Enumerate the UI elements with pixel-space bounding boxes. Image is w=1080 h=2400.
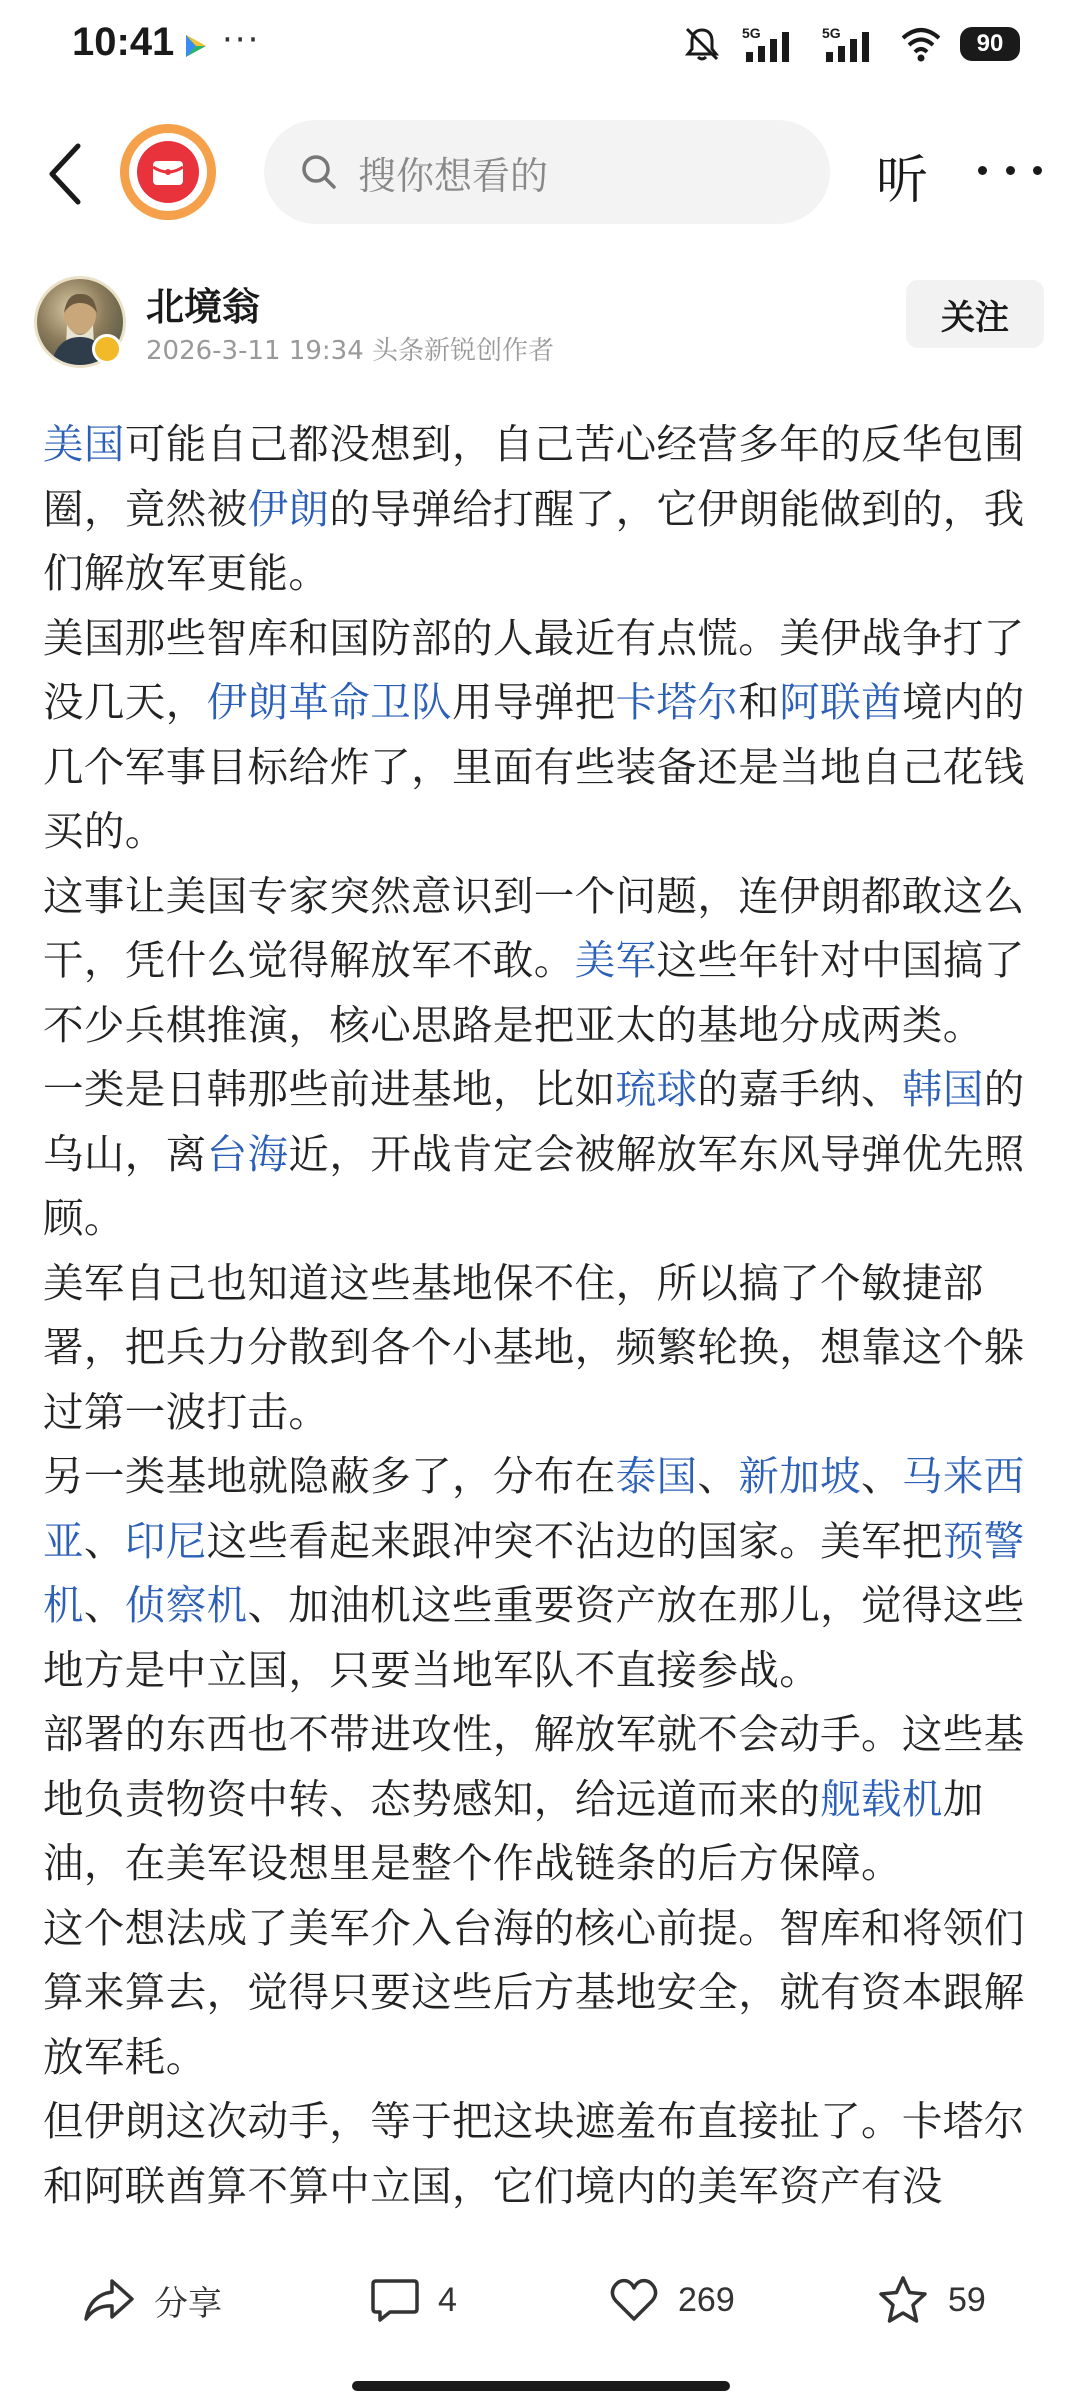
bottom-action-bar	[0, 2244, 1080, 2354]
article-text: 、加油机这些重要资产放在那儿，觉得这些地方是中立国，只要当地军队不直接参战。	[43, 1581, 1025, 1694]
article-text: 、	[697, 1452, 739, 1500]
keyword-link[interactable]: 伊朗革命卫队	[206, 678, 453, 726]
keyword-link[interactable]: 侦察机	[124, 1581, 248, 1629]
keyword-link[interactable]: 马来西亚	[43, 1452, 1025, 1565]
search-icon	[300, 153, 338, 191]
top-nav	[0, 110, 1080, 240]
comment-icon	[370, 2277, 420, 2323]
article-text: 部署的东西也不带进攻性，解放军就不会动手。这些基地负责物资中转、态势感知，给远道而来的	[43, 1710, 1025, 1823]
article-text: 加油，在美军设想里是整个作战链条的后方保障。	[43, 1774, 984, 1887]
article-paragraph	[43, 1444, 1043, 1702]
wifi-icon	[900, 24, 942, 64]
keyword-link[interactable]: 韩国	[901, 1065, 984, 1113]
network-label-2: 5G	[822, 25, 841, 41]
article-paragraph	[43, 1251, 1043, 1445]
article-text: 的乌山，离	[43, 1065, 1025, 1178]
share-label: 分享	[154, 2284, 222, 2323]
like-button[interactable]	[608, 2272, 735, 2328]
signal-5g-icon-2	[820, 24, 882, 64]
play-store-icon	[182, 33, 208, 59]
home-indicator	[352, 2381, 730, 2391]
status-indicators	[682, 22, 1020, 66]
article-body	[43, 412, 1043, 2232]
dot-icon	[1006, 166, 1015, 175]
share-button[interactable]	[82, 2272, 222, 2328]
like-count: 269	[678, 2280, 735, 2319]
keyword-link[interactable]: 美军	[574, 936, 657, 984]
article-text: 和	[738, 678, 780, 726]
listen-button[interactable]: 听	[876, 151, 929, 211]
article-paragraph	[43, 1896, 1043, 2090]
follow-button[interactable]: 关注	[906, 280, 1044, 348]
keyword-link[interactable]: 印尼	[124, 1516, 207, 1565]
network-label-1: 5G	[742, 25, 761, 41]
article-paragraph	[43, 2089, 1043, 2218]
status-time: 10:41	[72, 20, 175, 64]
article-text: 美国那些智库和国防部的人最近有点慌。美伊战争打了没几天，	[43, 613, 1025, 726]
article-paragraph	[43, 412, 1043, 606]
article-text: 这些看起来跟冲突不沾边的国家。美军把	[206, 1516, 943, 1565]
favorite-button[interactable]	[876, 2272, 986, 2328]
author-name[interactable]: 北境翁	[146, 285, 261, 329]
keyword-link[interactable]: 美国	[43, 420, 125, 468]
search-placeholder: 搜你想看的	[358, 153, 549, 198]
status-more-dots: ···	[222, 20, 261, 60]
comment-button[interactable]	[370, 2272, 457, 2328]
keyword-link[interactable]: 阿联酋	[779, 678, 902, 726]
article-text: 近，开战肯定会被解放军东风导弹优先照顾。	[43, 1129, 1025, 1242]
heart-icon	[608, 2277, 660, 2323]
comment-count: 4	[438, 2280, 457, 2319]
article-paragraph	[43, 1702, 1043, 1896]
author-meta: 2026-3-11 19:34 头条新锐创作者	[146, 336, 555, 366]
article-text: 另一类基地就隐蔽多了，分布在	[43, 1452, 616, 1500]
app-logo[interactable]	[120, 124, 216, 220]
article-text: 、	[83, 1516, 125, 1565]
battery-indicator: 90	[960, 27, 1020, 61]
search-input[interactable]	[264, 120, 830, 224]
article-text: 这事让美国专家突然意识到一个问题，连伊朗都敢这么干，凭什么觉得解放军不敢。	[43, 871, 1025, 984]
dot-icon	[978, 166, 987, 175]
article-paragraph	[43, 864, 1043, 1058]
article-text: 的导弹给打醒了，它伊朗能做到的，我们解放军更能。	[43, 484, 1025, 597]
favorite-count: 59	[948, 2280, 986, 2319]
chevron-left-icon	[46, 142, 86, 206]
article-text: 用导弹把	[452, 678, 616, 726]
dot-icon	[1033, 166, 1042, 175]
creator-badge-icon	[92, 334, 122, 364]
article-text: 这个想法成了美军介入台海的核心前提。智库和将领们算来算去，觉得只要这些后方基地安全，就有资本跟解放军耗。	[43, 1903, 1025, 2081]
keyword-link[interactable]: 台海	[206, 1129, 289, 1178]
keyword-link[interactable]: 泰国	[615, 1452, 698, 1500]
article-text: 、	[861, 1452, 902, 1500]
keyword-link[interactable]: 舰载机	[820, 1774, 943, 1823]
status-bar	[0, 0, 1080, 92]
article-text: 一类是日韩那些前进基地，比如	[43, 1065, 616, 1113]
article-text: 但伊朗这次动手，等于把这块遮羞布直接扯了。卡塔尔和阿联酋算不算中立国，它们境内的美军资产有没	[43, 2097, 1025, 2210]
article-paragraph	[43, 606, 1043, 864]
red-packet-icon	[151, 157, 185, 187]
star-icon	[876, 2275, 930, 2325]
keyword-link[interactable]: 新加坡	[738, 1452, 862, 1500]
share-icon	[82, 2277, 136, 2323]
article-text: 境内的几个军事目标给炸了，里面有些装备还是当地自己花钱买的。	[43, 678, 1025, 855]
article-text: 这些年针对中国搞了不少兵棋推演，核心思路是把亚太的基地分成两类。	[43, 936, 1025, 1049]
keyword-link[interactable]: 卡塔尔	[615, 678, 739, 726]
more-options-button[interactable]	[970, 140, 1050, 200]
signal-5g-icon	[740, 24, 802, 64]
article-text: 的嘉手纳、	[697, 1065, 902, 1113]
article-text: 可能自己都没想到，自己苦心经营多年的反华包围圈，竟然被	[43, 420, 1025, 533]
author-row	[0, 272, 1080, 372]
article-text: 美军自己也知道这些基地保不住，所以搞了个敏捷部署，把兵力分散到各个小基地，频繁轮换，想靠这个躲过第一波打击。	[43, 1258, 1025, 1436]
article-text: 、	[83, 1581, 125, 1629]
mute-bell-icon	[682, 24, 722, 64]
keyword-link[interactable]: 伊朗	[247, 484, 330, 533]
keyword-link[interactable]: 预警机	[43, 1516, 1025, 1629]
back-button[interactable]	[38, 138, 94, 210]
article-paragraph	[43, 1057, 1043, 1251]
keyword-link[interactable]: 琉球	[615, 1065, 698, 1113]
